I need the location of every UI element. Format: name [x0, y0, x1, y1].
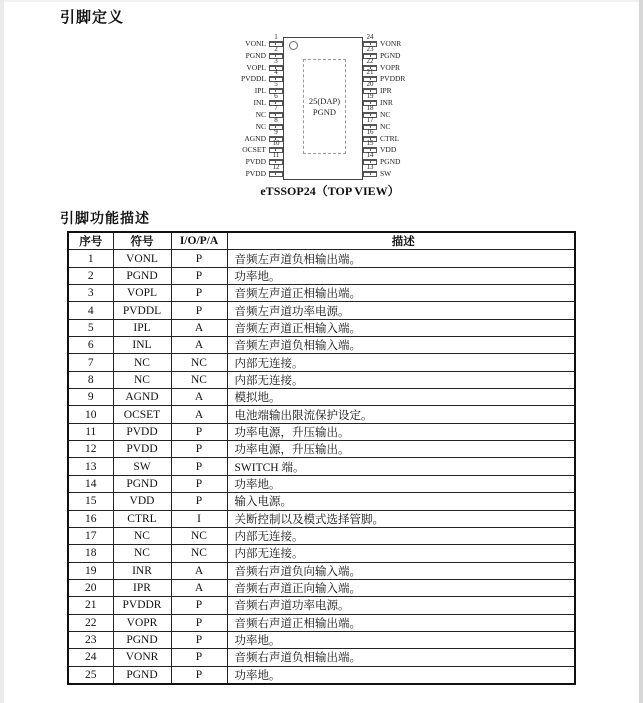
cell-number: 12: [68, 441, 113, 458]
cell-iopa: P: [171, 458, 227, 475]
page-edge-right: [639, 0, 643, 703]
cell-iopa: A: [171, 337, 227, 354]
cell-symbol: VONL: [113, 250, 171, 267]
pin-number: 13: [363, 164, 377, 172]
chip-diagram: [230, 33, 430, 203]
table-row: [68, 510, 575, 527]
cell-description: 音频左声道正相输出端。: [227, 285, 575, 302]
pin-label: VONL: [245, 39, 266, 48]
cell-number: 14: [68, 475, 113, 492]
cell-symbol: IPR: [113, 579, 171, 596]
column-header-iopa: I/O/P/A: [171, 232, 227, 250]
pin-number: 19: [363, 93, 377, 101]
cell-symbol: NC: [113, 545, 171, 562]
pin-tick: [370, 171, 371, 175]
table-header-row: [68, 232, 575, 250]
table-row: [68, 527, 575, 544]
cell-description: 音频左声道负相输出端。: [227, 250, 575, 267]
cell-number: 1: [68, 250, 113, 267]
pin-tick: [275, 171, 276, 175]
cell-symbol: PVDDL: [113, 302, 171, 319]
cell-number: 20: [68, 579, 113, 596]
pin-label: PVDD: [245, 157, 266, 167]
pin-label: VOPR: [380, 62, 401, 72]
column-header-symbol: 符号: [113, 232, 171, 250]
pin-number: 18: [363, 105, 377, 113]
pin-number: 17: [363, 117, 377, 125]
cell-iopa: P: [171, 267, 227, 284]
pin-label: PGND: [380, 50, 401, 60]
table-row: [68, 475, 575, 492]
cell-description: 功率地。: [227, 267, 575, 284]
pin-number: 15: [363, 140, 377, 148]
pin-label: NC: [380, 121, 391, 131]
table-row: [68, 371, 575, 388]
cell-description: 功率地。: [227, 666, 575, 684]
cell-symbol: PGND: [113, 267, 171, 284]
table-row: [68, 423, 575, 440]
cell-symbol: PVDD: [113, 441, 171, 458]
cell-description: 关断控制以及模式选择管脚。: [227, 510, 575, 527]
table-row: [68, 458, 575, 475]
table-row: [68, 406, 575, 423]
cell-description: 功率电源，升压输出。: [227, 423, 575, 440]
page-edge-top: [0, 0, 643, 2]
table-row: [68, 441, 575, 458]
cell-iopa: NC: [171, 545, 227, 562]
cell-iopa: P: [171, 597, 227, 614]
cell-number: 23: [68, 631, 113, 648]
page-edge-left: [0, 0, 4, 703]
cell-iopa: P: [171, 493, 227, 510]
column-header-number: 序号: [68, 232, 113, 250]
chip-body: [283, 37, 363, 180]
pin-number: 10: [269, 140, 283, 148]
pin-label: AGND: [244, 133, 266, 143]
cell-number: 25: [68, 666, 113, 684]
pin-number: 22: [363, 58, 377, 66]
pin-number: 14: [363, 152, 377, 160]
cell-number: 7: [68, 354, 113, 371]
table-row: [68, 562, 575, 579]
cell-symbol: VONR: [113, 649, 171, 666]
cell-symbol: INL: [113, 337, 171, 354]
cell-number: 22: [68, 614, 113, 631]
dap-pad: [303, 59, 346, 154]
cell-symbol: VDD: [113, 493, 171, 510]
cell-symbol: VOPR: [113, 614, 171, 631]
cell-number: 9: [68, 389, 113, 406]
cell-symbol: VOPL: [113, 285, 171, 302]
cell-description: 功率地。: [227, 631, 575, 648]
package-caption: eTSSOP24（TOP VIEW）: [260, 184, 400, 198]
pin-label: VONR: [380, 39, 402, 48]
pin-stub: [269, 172, 283, 177]
pin-number: 2: [269, 46, 283, 54]
cell-symbol: IPL: [113, 319, 171, 336]
cell-description: 音频右声道功率电源。: [227, 597, 575, 614]
cell-iopa: A: [171, 406, 227, 423]
table-row: [68, 649, 575, 666]
pin-label: PVDD: [245, 169, 266, 179]
section-title-pin-definition: 引脚定义: [60, 9, 125, 26]
pin-label: VOPL: [246, 62, 266, 72]
pin-number: 7: [269, 105, 283, 113]
cell-symbol: PGND: [113, 475, 171, 492]
cell-iopa: P: [171, 631, 227, 648]
cell-iopa: P: [171, 441, 227, 458]
cell-iopa: A: [171, 389, 227, 406]
cell-number: 18: [68, 545, 113, 562]
cell-description: 音频右声道正相输出端。: [227, 614, 575, 631]
cell-number: 8: [68, 371, 113, 388]
pin-number: 3: [269, 58, 283, 66]
cell-iopa: P: [171, 614, 227, 631]
pin-label: PGND: [380, 157, 401, 167]
pin-label: INR: [380, 98, 393, 108]
pin-label: NC: [255, 121, 266, 131]
pin-number: 8: [269, 117, 283, 125]
cell-number: 4: [68, 302, 113, 319]
pin-label: IPL: [254, 86, 266, 96]
cell-symbol: INR: [113, 562, 171, 579]
cell-number: 15: [68, 493, 113, 510]
cell-iopa: P: [171, 475, 227, 492]
cell-symbol: SW: [113, 458, 171, 475]
cell-symbol: AGND: [113, 389, 171, 406]
pin-label: PVDDL: [240, 74, 266, 84]
cell-description: 模拟地。: [227, 389, 575, 406]
column-header-description: 描述: [227, 232, 575, 250]
cell-description: 内部无连接。: [227, 527, 575, 544]
cell-symbol: PVDD: [113, 423, 171, 440]
cell-iopa: I: [171, 510, 227, 527]
pin-label: NC: [380, 109, 391, 119]
section-title-pin-function: 引脚功能描述: [60, 210, 150, 226]
table-row: [68, 597, 575, 614]
pin-number: 20: [363, 81, 377, 89]
cell-description: 电池端输出限流保护设定。: [227, 406, 575, 423]
dap-label-line1: 25(DAP): [308, 95, 341, 106]
cell-number: 16: [68, 510, 113, 527]
pin1-indicator-icon: [289, 41, 298, 50]
pin-number: 1: [269, 34, 283, 42]
dap-label-line2: PGND: [312, 106, 337, 117]
table-row: [68, 354, 575, 371]
cell-number: 6: [68, 337, 113, 354]
pin-label: INL: [253, 98, 266, 108]
cell-description: 音频左声道功率电源。: [227, 302, 575, 319]
pin-number: 5: [269, 81, 283, 89]
table-row: [68, 389, 575, 406]
cell-iopa: NC: [171, 527, 227, 544]
table-row: [68, 319, 575, 336]
table-row: [68, 631, 575, 648]
pin-number: 16: [363, 129, 377, 137]
cell-iopa: A: [171, 319, 227, 336]
cell-description: 音频右声道正向输入端。: [227, 579, 575, 596]
cell-description: 内部无连接。: [227, 371, 575, 388]
cell-iopa: A: [171, 562, 227, 579]
table-row: [68, 493, 575, 510]
cell-iopa: P: [171, 649, 227, 666]
cell-symbol: NC: [113, 371, 171, 388]
table-row: [68, 267, 575, 284]
cell-iopa: P: [171, 302, 227, 319]
cell-description: 内部无连接。: [227, 354, 575, 371]
cell-number: 24: [68, 649, 113, 666]
table-row: [68, 614, 575, 631]
pin-label: NC: [255, 109, 266, 119]
cell-description: 音频右声道负向输入端。: [227, 562, 575, 579]
cell-symbol: PVDDR: [113, 597, 171, 614]
pin-number: 4: [269, 69, 283, 77]
cell-number: 5: [68, 319, 113, 336]
cell-iopa: P: [171, 423, 227, 440]
pin-label: IPR: [380, 86, 392, 96]
pin-label: CTRL: [380, 133, 400, 143]
pin-number: 24: [363, 34, 377, 42]
cell-symbol: NC: [113, 354, 171, 371]
cell-symbol: CTRL: [113, 510, 171, 527]
table-row: [68, 302, 575, 319]
cell-number: 17: [68, 527, 113, 544]
pin-label: OCSET: [242, 145, 266, 155]
table-row: [68, 666, 575, 684]
cell-description: SWITCH 端。: [227, 458, 575, 475]
table-row: [68, 579, 575, 596]
cell-symbol: NC: [113, 527, 171, 544]
cell-description: 音频右声道负相输出端。: [227, 649, 575, 666]
cell-number: 13: [68, 458, 113, 475]
cell-iopa: P: [171, 250, 227, 267]
cell-number: 21: [68, 597, 113, 614]
cell-number: 3: [68, 285, 113, 302]
cell-symbol: PGND: [113, 666, 171, 684]
pin-number: 9: [269, 129, 283, 137]
cell-number: 11: [68, 423, 113, 440]
table-row: [68, 250, 575, 267]
cell-iopa: NC: [171, 354, 227, 371]
pin-label: PVDDR: [380, 74, 406, 84]
pin-number: 12: [269, 164, 283, 172]
cell-number: 19: [68, 562, 113, 579]
pin-number: 21: [363, 69, 377, 77]
cell-description: 输入电源。: [227, 493, 575, 510]
cell-symbol: OCSET: [113, 406, 171, 423]
cell-number: 10: [68, 406, 113, 423]
pin-label: VDD: [380, 145, 397, 155]
cell-description: 内部无连接。: [227, 545, 575, 562]
cell-iopa: NC: [171, 371, 227, 388]
pin-13: [363, 165, 455, 178]
cell-description: 音频左声道正相输入端。: [227, 319, 575, 336]
cell-description: 功率电源，升压输出。: [227, 441, 575, 458]
cell-number: 2: [68, 267, 113, 284]
cell-description: 音频左声道负相输入端。: [227, 337, 575, 354]
table-row: [68, 545, 575, 562]
pin-number: 11: [269, 152, 283, 160]
pin-label: PGND: [245, 50, 266, 60]
table-row: [68, 285, 575, 302]
cell-iopa: P: [171, 285, 227, 302]
pin-function-table: [67, 231, 576, 685]
pin-12: [191, 165, 283, 178]
pin-number: 6: [269, 93, 283, 101]
cell-symbol: PGND: [113, 631, 171, 648]
pin-number: 23: [363, 46, 377, 54]
pin-label: SW: [380, 169, 392, 179]
cell-iopa: P: [171, 666, 227, 684]
table-row: [68, 337, 575, 354]
cell-iopa: A: [171, 579, 227, 596]
cell-description: 功率地。: [227, 475, 575, 492]
